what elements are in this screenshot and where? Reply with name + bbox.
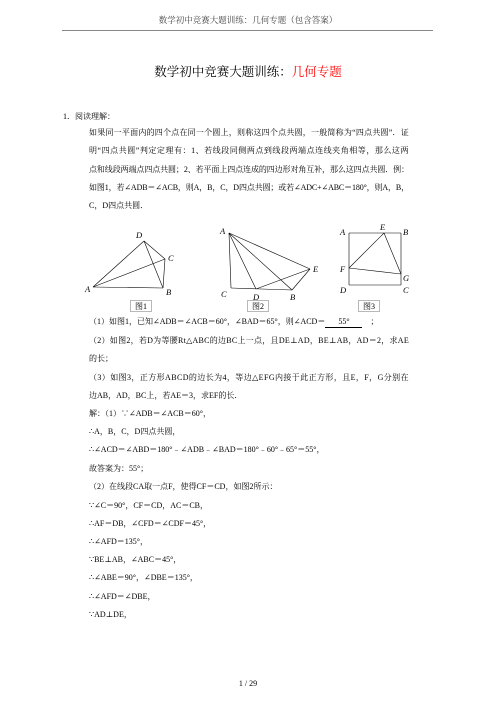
- segment-fg: [349, 268, 401, 274]
- point-label-e: E: [380, 222, 386, 232]
- part-2-question-line: （2）如图2，若D为等腰Rt△ABC的边BC上一点，且DE⊥AD，BE⊥AB，AD＝2，求AE: [89, 336, 409, 345]
- page-title: [0, 63, 496, 81]
- point-label-a: A: [85, 284, 91, 294]
- point-label-a: A: [340, 227, 346, 237]
- point-label-f: F: [340, 264, 346, 274]
- segment-dc: [144, 241, 165, 259]
- point-label-g: G: [403, 273, 410, 283]
- solution-line: ∴∠ABE＝90°，∠DBE＝135°，: [89, 573, 198, 582]
- part-1-end-mark: ；: [370, 317, 379, 326]
- solution-line: ∴∠AFD＝135°，: [89, 537, 148, 546]
- segment-ef: [349, 233, 384, 268]
- segment-ae: [229, 233, 310, 269]
- point-label-d: D: [253, 292, 260, 302]
- figure-2-diagram: [214, 222, 324, 304]
- intro-line: C，D四点共圆．: [89, 201, 149, 210]
- part-3-question-line: （3）如图3，正方形ABCD的边长为4，等边△EFG内接于此正方形，且E，F，G分别在: [89, 373, 409, 382]
- part-1-text: （1）如图1，已知∠ADB＝∠ACB＝60°，∠BAD＝65°，则∠ACD＝: [89, 317, 326, 326]
- segment-ac: [229, 233, 231, 288]
- title-highlight: 几何专题: [291, 65, 342, 79]
- segment-de: [256, 269, 310, 289]
- solution-line: 故答案为：55°；: [89, 464, 149, 473]
- point-label-b: B: [290, 292, 296, 302]
- segment-ac: [93, 259, 165, 287]
- solution-line: ∵BE⊥AB，∠ABC＝45°，: [89, 555, 182, 564]
- point-label-c: C: [168, 253, 174, 263]
- segment-cb: [231, 288, 292, 290]
- point-label-b: B: [166, 287, 172, 297]
- part-2-question-line: 的长；: [89, 354, 113, 363]
- part-3-question-line: 边AB，AD，BC上，若AE＝3，求EF的长．: [89, 391, 243, 400]
- segment-ad: [93, 241, 144, 287]
- solution-line: 解：（1）∵∠ADB＝∠ACB＝60°，: [89, 409, 211, 418]
- solution-line: ∴∠ACD＝∠ABD＝180°﹣∠ADB﹣∠BAD＝180°﹣60°﹣65°＝55°，: [89, 445, 325, 454]
- point-label-b: B: [403, 227, 409, 237]
- figure-2-caption: 图2: [247, 300, 269, 312]
- segment-ge: [384, 233, 401, 274]
- point-label-e: E: [313, 264, 319, 274]
- solution-line: ∵AD⊥DE，: [89, 610, 132, 619]
- problem-heading: 1．阅读理解：: [63, 112, 115, 121]
- figure-1-caption: 图1: [130, 300, 152, 312]
- intro-line: 点和线段两端点四点共圆；2、若平面上四点连成的四边形对角互补，那么这四点共圆．例：: [89, 165, 409, 174]
- intro-line: 明“四点共圆”判定定理有：1、若线段同侧两点到线段两端点连线夹角相等，那么这两: [89, 146, 410, 155]
- title-prefix: 数学初中竞赛大题训练：: [154, 65, 292, 79]
- header-rule: [62, 30, 433, 31]
- segment-ab: [229, 233, 292, 290]
- point-label-d: D: [340, 285, 347, 295]
- solution-line: ∴∠AFD＝∠DBE，: [89, 592, 156, 601]
- figure-1-diagram: [80, 222, 180, 302]
- solution-line: ∵∠C＝90°，CF＝CD，AC＝CB，: [89, 501, 209, 510]
- running-header: 数学初中竞赛大题训练：几何专题（包含答案）: [158, 15, 338, 25]
- figure-3-diagram: [334, 222, 414, 298]
- figure-3-caption: 图3: [358, 300, 380, 312]
- solution-line: ∴A，B，C，D四点共圆，: [89, 427, 181, 436]
- segment-ba: [93, 287, 163, 288]
- point-label-c: C: [221, 289, 227, 299]
- solution-line: ∴AF＝DB，∠CFD＝∠CDF＝45°，: [89, 519, 212, 528]
- point-label-c: C: [403, 285, 409, 295]
- solution-line: （2）在线段CA取一点F，使得CF＝CD，如图2所示：: [89, 482, 278, 491]
- segment-db: [144, 241, 163, 288]
- intro-line: 如图1，若∠ADB＝∠ACB，则A，B，C，D四点共圆；或若∠ADC+∠ABC＝180°，则A，B，: [89, 183, 409, 192]
- segment-ad: [229, 233, 256, 289]
- point-label-d: D: [136, 230, 143, 240]
- point-label-a: A: [220, 226, 226, 236]
- intro-line: 如果同一平面内的四个点在同一个圆上，则称这四个点共圆，一般简称为“四点共圆”．证: [89, 128, 409, 137]
- page-number: 1 / 29: [238, 679, 258, 688]
- answer-blank: 55°: [325, 317, 361, 328]
- part-1-question: [89, 316, 410, 328]
- segment-cb: [163, 259, 165, 288]
